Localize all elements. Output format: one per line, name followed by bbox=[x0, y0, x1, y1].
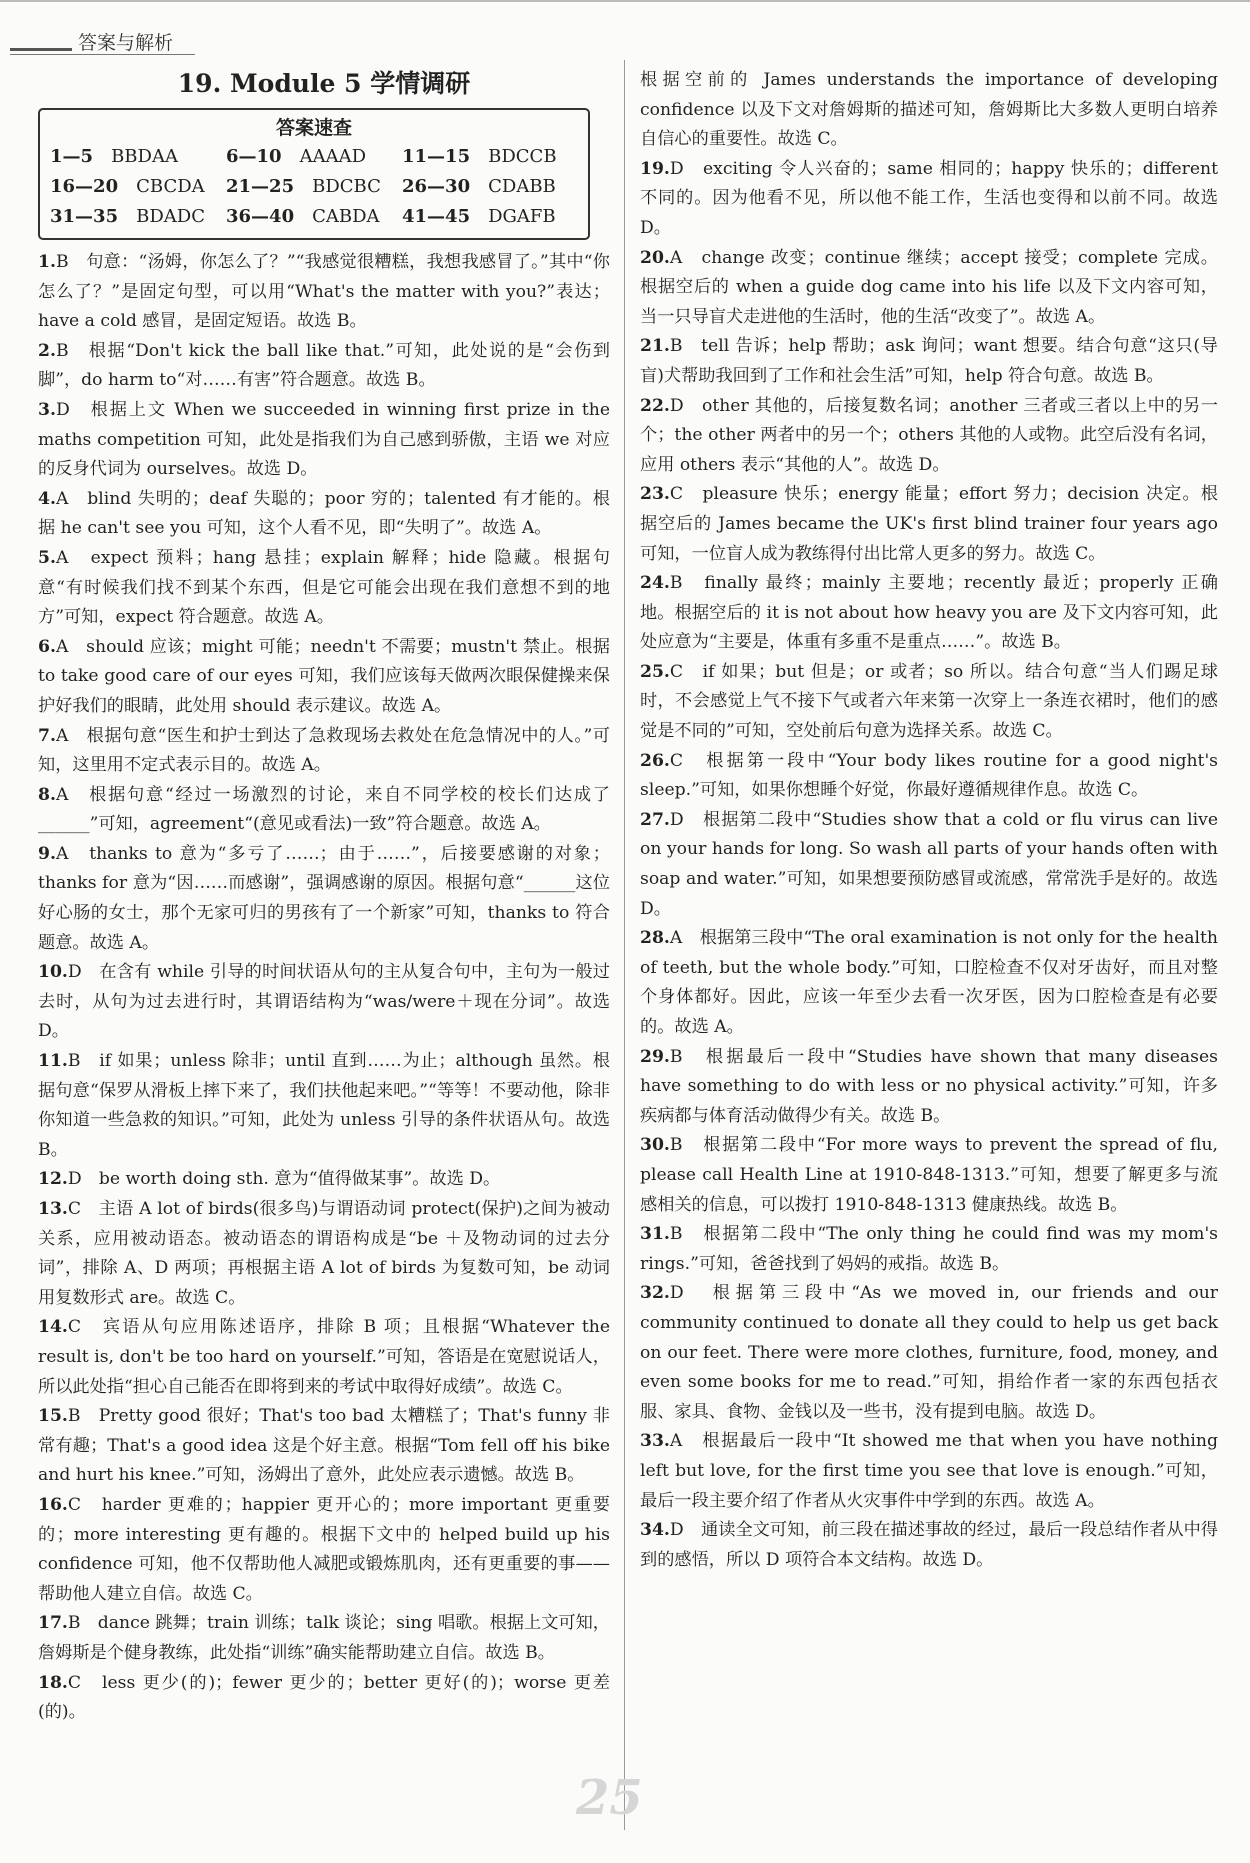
answer-key-range: 1—5 bbox=[50, 146, 94, 167]
answer-item bbox=[38, 1669, 610, 1728]
answer-key-cell bbox=[402, 202, 578, 232]
answer-key-heading: 答案速查 bbox=[275, 117, 352, 139]
answer-number: 11. bbox=[38, 1051, 68, 1072]
answer-item bbox=[38, 840, 610, 958]
answer-key-grid bbox=[50, 142, 578, 232]
answers-right bbox=[640, 66, 1218, 1575]
answer-number: 18. bbox=[38, 1672, 68, 1693]
page-number: 25 bbox=[576, 1770, 643, 1826]
answer-explanation: B if 如果；unless 除非；until 直到……为止；although 虽然。根据句意“保罗从滑板上摔下来了，我们扶他起来吧。”“等等！不要动他，除非你知道一些急救的知识。”可知，此处为 unless 引导的条件状语从句。故选 B。 bbox=[38, 1051, 610, 1160]
answer-key-cell bbox=[226, 202, 402, 232]
answer-number: 28. bbox=[640, 928, 670, 949]
answer-explanation: B dance 跳舞；train 训练；talk 谈论；sing 唱歌。根据上文可知，詹姆斯是个健身教练，此处指“训练”确实能帮助建立自信。故选 B。 bbox=[38, 1613, 610, 1663]
answer-item bbox=[38, 1609, 610, 1668]
answer-item bbox=[38, 722, 610, 781]
running-head-label: 答案与解析 bbox=[78, 32, 174, 54]
answer-explanation: A 根据句意“经过一场激烈的讨论，来自不同学校的校长们达成了______”可知，agreement“(意见或看法)一致”符合题意。故选 A。 bbox=[38, 784, 610, 835]
answer-explanation: C harder 更难的；happier 更开心的；more important 更重要的；more interesting 更有趣的。根据下文中的 helped build up his confidence 可知，他不仅帮助他人减肥或锻炼肌肉，还有更重要的事——帮助他人建立自信。故选 C。 bbox=[38, 1494, 610, 1604]
answer-number: 21. bbox=[640, 336, 670, 357]
answer-item bbox=[640, 1043, 1218, 1132]
answer-item bbox=[38, 485, 610, 544]
answer-number: 16. bbox=[38, 1494, 68, 1515]
answer-explanation: D 通读全文可知，前三段在描述事故的经过，最后一段总结作者从中得到的感悟，所以 D 项符合本文结构。故选 D。 bbox=[640, 1520, 1218, 1570]
answer-item bbox=[640, 658, 1218, 747]
answer-number: 9. bbox=[38, 843, 56, 864]
answer-number: 3. bbox=[38, 399, 56, 420]
answer-number: 14. bbox=[38, 1317, 68, 1338]
answer-number: 12. bbox=[38, 1169, 68, 1190]
answer-explanation: B 根据第二段中“The only thing he could find was my mom's rings.”可知，爸爸找到了妈妈的戒指。故选 B。 bbox=[640, 1224, 1218, 1274]
answer-key-cell bbox=[226, 142, 402, 172]
answer-item bbox=[38, 958, 610, 1047]
answer-explanation: D 根据第三段中“As we moved in, our friends and our community continued to donate all they could to help us get back on our feet. There were more clothes, furniture, food, money, and even some books for me to read.”可知，捐给作者一家的东西包括衣服、家具、食物、金钱以及一些书，没有提到电脑。故选 D。 bbox=[640, 1283, 1218, 1422]
answer-number: 24. bbox=[640, 573, 670, 594]
answer-number: 22. bbox=[640, 395, 670, 416]
answer-item bbox=[38, 1195, 610, 1313]
answer-item bbox=[640, 1279, 1218, 1427]
answer-item bbox=[38, 396, 610, 485]
answer-number: 30. bbox=[640, 1135, 670, 1156]
answer-number: 2. bbox=[38, 340, 56, 361]
answer-key-letters: AAAAD bbox=[299, 146, 367, 167]
answer-item bbox=[38, 1047, 610, 1165]
answer-key-range: 16—20 bbox=[50, 176, 119, 197]
answer-item bbox=[38, 248, 610, 337]
answer-number: 5. bbox=[38, 547, 56, 568]
answer-number: 27. bbox=[640, 809, 670, 830]
answer-key-cell bbox=[402, 172, 578, 202]
answer-number: 6. bbox=[38, 636, 56, 657]
answer-explanation: D 根据第二段中“Studies show that a cold or flu virus can live on your hands for long. So wash all parts of your hands often with soap and water.”可知，如果想要预防感冒或流感，常常洗手是好的。故选 D。 bbox=[640, 809, 1218, 919]
section-title: 19. Module 5 学情调研 bbox=[177, 69, 471, 98]
answer-item bbox=[640, 66, 1218, 155]
answer-number: 25. bbox=[640, 661, 670, 682]
answer-explanation: C if 如果；but 但是；or 或者；so 所以。结合句意“当人们踢足球时，不会感觉上气不接下气或者六年来第一次穿上一条连衣裙时，他们的感觉是不同的”可知，空处前后句意为选择关系。故选 C。 bbox=[640, 661, 1218, 742]
answer-item bbox=[640, 480, 1218, 569]
answer-item bbox=[38, 1313, 610, 1402]
answer-explanation: B Pretty good 很好；That's too bad 太糟糕了；That's funny 非常有趣；That's a good idea 这是个好主意。根据“Tom fell off his bike and hurt his knee.”可知，汤姆出了意外，此处应表示遗憾。故选 B。 bbox=[38, 1406, 610, 1486]
answer-key-letters: CDABB bbox=[488, 176, 556, 197]
answer-key-range: 11—15 bbox=[402, 146, 471, 167]
answer-key-cell bbox=[226, 172, 402, 202]
answer-explanation: C pleasure 快乐；energy 能量；effort 努力；decision 决定。根据空后的 James became the UK's first blind trainer four years ago 可知，一位盲人成为教练得付出比常人更多的努力。故选 C。 bbox=[640, 484, 1218, 564]
running-head-bar bbox=[10, 48, 72, 51]
answer-number: 19. bbox=[640, 158, 670, 179]
answer-number: 34. bbox=[640, 1520, 670, 1541]
answers-left bbox=[38, 248, 610, 1728]
answer-explanation: B tell 告诉；help 帮助；ask 询问；want 想要。结合句意“这只(导盲)犬帮助我回到了工作和社会生活”可知，help 符合句意。故选 B。 bbox=[640, 336, 1218, 386]
answer-item bbox=[640, 569, 1218, 658]
answer-key-letters: CABDA bbox=[312, 206, 380, 227]
answer-item bbox=[38, 544, 610, 633]
answer-item bbox=[640, 1516, 1218, 1575]
answer-explanation: A change 改变；continue 继续；accept 接受；complete 完成。根据空后的 when a guide dog came into his life 以及下文内容可知，当一只导盲犬走进他的生活时，他的生活“改变了”。故选 A。 bbox=[640, 247, 1218, 327]
answer-explanation: C 根据第一段中“Your body likes routine for a good night's sleep.”可知，如果你想睡个好觉，你最好遵循规律作息。故选 C。 bbox=[640, 750, 1218, 801]
answer-key-letters: BDADC bbox=[136, 206, 205, 227]
left-column bbox=[38, 66, 610, 1728]
answer-explanation: B 句意：“汤姆，你怎么了？”“我感觉很糟糕，我想我感冒了。”其中“你怎么了？”是固定句型，可以用“What's the matter with you?”表达；have a cold 感冒，是固定短语。故选 B。 bbox=[38, 252, 610, 332]
answer-item bbox=[640, 1131, 1218, 1220]
answer-number: 7. bbox=[38, 725, 56, 746]
answer-number: 13. bbox=[38, 1199, 68, 1219]
answer-item bbox=[640, 332, 1218, 391]
answer-explanation: B finally 最终；mainly 主要地；recently 最近；properly 正确地。根据空后的 it is not about how heavy you are 及下文内容可知，此处应意为“主要是，体重有多重不是重点……”。故选 B。 bbox=[640, 573, 1218, 653]
answer-key-range: 26—30 bbox=[402, 176, 471, 197]
answer-key-box bbox=[38, 108, 590, 240]
answer-key-range: 31—35 bbox=[50, 206, 119, 227]
answer-explanation: B 根据第二段中“For more ways to prevent the spread of flu, please call Health Line at 1910-848-1313.”可知，想要了解更多与流感相关的信息，可以拨打 1910-848-1313 健康热线。故选 B。 bbox=[640, 1135, 1218, 1215]
answer-explanation: C 主语 A lot of birds(很多鸟)与谓语动词 protect(保护)之间为被动关系，应用被动语态。被动语态的谓语构成是“be ＋及物动词的过去分词”，排除 A、D 两项；再根据主语 A lot of birds 为复数可知，be 动词用复数形式 are。故选 C。 bbox=[38, 1199, 610, 1308]
answer-item bbox=[640, 155, 1218, 244]
answer-number: 31. bbox=[640, 1224, 670, 1245]
answer-item bbox=[38, 781, 610, 840]
answer-key-letters: BDCCB bbox=[488, 146, 557, 167]
answer-key-cell bbox=[50, 202, 226, 232]
answer-explanation: D exciting 令人兴奋的；same 相同的；happy 快乐的；different 不同的。因为他看不见，所以他不能工作，生活也变得和以前不同。故选 D。 bbox=[640, 158, 1218, 238]
answer-explanation: D 根据上文 When we succeeded in winning first prize in the maths competition 可知，此处是指我们为自己感到骄傲，主语 we 对应的反身代词为 ourselves。故选 D。 bbox=[38, 399, 610, 480]
answer-key-letters: BDCBC bbox=[312, 176, 381, 197]
running-head bbox=[0, 0, 200, 58]
answer-number: 33. bbox=[640, 1431, 670, 1452]
answer-number: 32. bbox=[640, 1283, 670, 1304]
answer-item bbox=[38, 633, 610, 722]
answer-number: 1. bbox=[38, 252, 56, 272]
answer-explanation: D other 其他的，后接复数名词；another 三者或三者以上中的另一个；the other 两者中的另一个；others 其他的人或物。此空后没有名词，应用 others 表示“其他的人”。故选 D。 bbox=[640, 395, 1218, 475]
answer-explanation: A 根据第三段中“The oral examination is not only for the health of teeth, but the whole body.”可知，口腔检查不仅对牙齿好，而且对整个身体都好。因此，应该一年至少去看一次牙医，因为口腔检查是有必要的。故选 A。 bbox=[640, 928, 1218, 1037]
answer-item bbox=[640, 1220, 1218, 1279]
answer-item bbox=[38, 1165, 610, 1195]
answer-explanation: C 宾语从句应用陈述语序，排除 B 项；且根据“Whatever the result is, don't be too hard on yourself.”可知，答语是在宽慰说话人，所以此处指“担心自己能否在即将到来的考试中取得好成绩”。故选 C。 bbox=[38, 1317, 610, 1397]
answer-item bbox=[640, 392, 1218, 481]
answer-explanation: A 根据最后一段中“It showed me that when you have nothing left but love, for the first time you see that love is enough.”可知，最后一段主要介绍了作者从火灾事件中学到的东西。故选 A。 bbox=[640, 1431, 1218, 1511]
answer-explanation: A expect 预料；hang 悬挂；explain 解释；hide 隐藏。根据句意“有时候我们找不到某个东西，但是它可能会出现在我们意想不到的地方”可知，expect 符合题意。故选 A。 bbox=[38, 547, 610, 628]
answer-key-letters: BBDAA bbox=[111, 146, 178, 167]
column-divider bbox=[624, 60, 625, 1830]
answer-number: 17. bbox=[38, 1613, 68, 1634]
answer-key-cell bbox=[50, 172, 226, 202]
answer-key-cell bbox=[402, 142, 578, 172]
answer-number: 10. bbox=[38, 962, 68, 983]
answer-explanation: 根据空前的 James understands the importance of developing confidence 以及下文对詹姆斯的描述可知，詹姆斯比大多数人更明白培养自信心的重要性。故选 C。 bbox=[640, 70, 1218, 150]
answer-explanation: A blind 失明的；deaf 失聪的；poor 穷的；talented 有才能的。根据 he can't see you 可知，这个人看不见，即“失明了”。故选 A。 bbox=[38, 488, 610, 539]
answer-explanation: A should 应该；might 可能；needn't 不需要；mustn't 禁止。根据 to take good care of our eyes 可知，我们应该每天做两次眼保健操来保护好我们的眼睛，此处用 should 表示建议。故选 A。 bbox=[38, 636, 610, 716]
answer-explanation: D be worth doing sth. 意为“值得做某事”。故选 D。 bbox=[67, 1169, 501, 1190]
answer-explanation: A 根据句意“医生和护士到达了急救现场去救处在危急情况中的人。”可知，这里用不定式表示目的。故选 A。 bbox=[38, 725, 610, 776]
answer-item bbox=[640, 244, 1218, 333]
answer-key-range: 36—40 bbox=[226, 206, 295, 227]
answer-key-cell bbox=[50, 142, 226, 172]
answer-item bbox=[640, 806, 1218, 924]
answer-key-range: 21—25 bbox=[226, 176, 295, 197]
answer-item bbox=[38, 337, 610, 396]
answer-number: 26. bbox=[640, 750, 670, 771]
answer-item bbox=[38, 1402, 610, 1491]
answer-key-range: 6—10 bbox=[226, 146, 282, 167]
right-column bbox=[640, 66, 1218, 1575]
answer-item bbox=[640, 747, 1218, 806]
answer-explanation: B 根据最后一段中“Studies have shown that many diseases have something to do with less or no physical activity.”可知，许多疾病都与体育活动做得少有关。故选 B。 bbox=[640, 1046, 1218, 1126]
answer-item bbox=[38, 1491, 610, 1609]
answer-explanation: A thanks to 意为“多亏了……；由于……”，后接要感谢的对象；thanks for 意为“因……而感谢”，强调感谢的原因。根据句意“______这位好心肠的女士，那个无家可归的男孩有了一个新家”可知，thanks to 符合题意。故选 A。 bbox=[38, 843, 610, 953]
answer-explanation: B 根据“Don't kick the ball like that.”可知，此处说的是“会伤到脚”，do harm to“对……有害”符合题意。故选 B。 bbox=[38, 340, 610, 391]
answer-key-range: 41—45 bbox=[402, 206, 471, 227]
answer-item bbox=[640, 924, 1218, 1042]
answer-number: 8. bbox=[38, 784, 56, 805]
answer-explanation: D 在含有 while 引导的时间状语从句的主从复合句中，主句为一般过去时，从句为过去进行时，其谓语结构为“was/were＋现在分词”。故选 D。 bbox=[38, 962, 610, 1042]
answer-number: 20. bbox=[640, 247, 670, 268]
answer-number: 4. bbox=[38, 488, 56, 509]
answer-explanation: C less 更少(的)；fewer 更少的；better 更好(的)；worse 更差(的)。 bbox=[38, 1672, 610, 1723]
answer-number: 23. bbox=[640, 484, 670, 505]
answer-number: 29. bbox=[640, 1046, 670, 1067]
answer-key-letters: DGAFB bbox=[488, 206, 556, 227]
answer-item bbox=[640, 1427, 1218, 1516]
answer-number: 15. bbox=[38, 1406, 68, 1427]
answer-key-letters: CBCDA bbox=[136, 176, 205, 197]
